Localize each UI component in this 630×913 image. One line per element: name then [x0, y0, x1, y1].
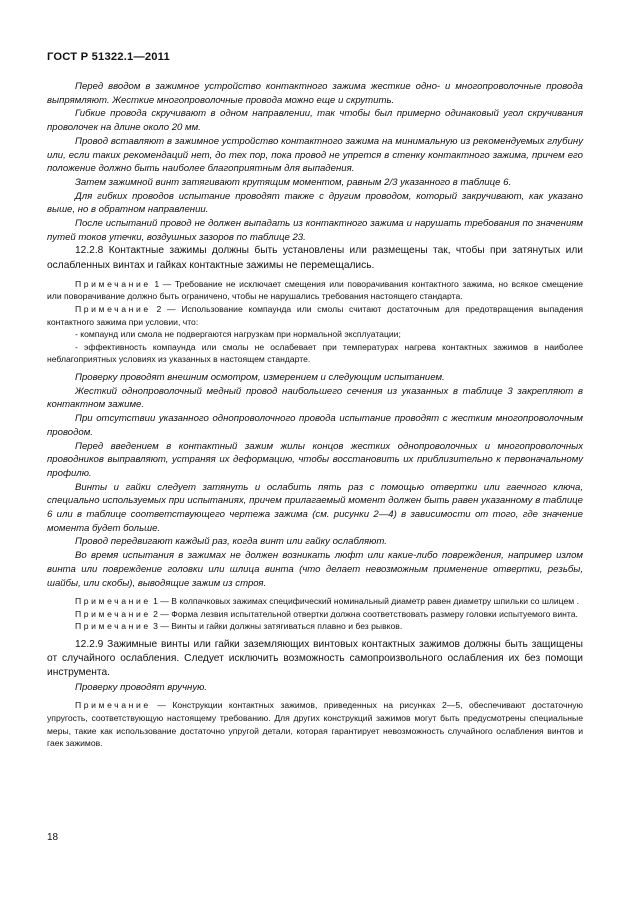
- note-text: 2 — Использование компаунда или смолы считают достаточным для предотвращения выпадения контактного зажима при условии, что:: [47, 304, 583, 327]
- note-text: 1 — Требование не исключает смещения или поворачивания контактного зажима, но всякое смещение или поворачивание должно быть ограничено, чтобы не нарушались требования настоящего стандарта.: [47, 278, 583, 302]
- italic-paragraph: После испытаний провод не должен выпадать из контактного зажима и нарушать требования по значениям путей токов утечки, воздушных зазоров по таблице 23.: [47, 218, 583, 243]
- italic-paragraph: Проверку проводят внешним осмотром, измерением и следующим испытанием.: [75, 372, 445, 383]
- note-label: Примечание: [75, 621, 151, 632]
- note-text: 3 — Винты и гайки должны затягиваться плавно и без рывков.: [150, 621, 403, 632]
- note-list-item: - эффективность компаунда или смолы не ослабевает при температурах нагрева контактных зажимов в наиболее неблагоприятных условиях из указанных в настоящем стандарте.: [47, 341, 583, 365]
- italic-paragraph: Проверку проводят вручную.: [75, 681, 207, 693]
- document-header: ГОСТ Р 51322.1—2011: [47, 51, 170, 63]
- italic-paragraph: Гибкие провода скручивают в одном направлении, так чтобы был примерно одинаковый угол скручивания проволочек на длине около 20 мм.: [47, 108, 583, 134]
- note-paragraph: [47, 278, 583, 303]
- note-label: Примечание: [75, 304, 151, 315]
- note-paragraph: [47, 303, 583, 328]
- italic-paragraph: Провод передвигают каждый раз, когда винт или гайку ослабляют.: [75, 536, 387, 548]
- clause-paragraph: 12.2.8 Контактные зажимы должны быть установлены или размещены так, чтобы при затянутых или ослабленных винтах и гайках контактные зажимы не перемещались.: [47, 245, 583, 271]
- clause-paragraph: 12.2.9 Зажимные винты или гайки заземляющих винтовых контактных зажимов должны быть защищены от случайного ослабления. Следует исключить возможность самопроизвольного ослабления их без помощи инструмента.: [47, 639, 583, 679]
- note-label: Примечание: [75, 700, 151, 711]
- italic-paragraph: Перед введением в контактный зажим жилы концов жестких однопроволочных и многопроволочных проводников выправляют, устраняя их деформацию, чтобы восстановить их приблизительно к первоначальному профилю.: [47, 440, 583, 479]
- note-paragraph: [47, 620, 583, 633]
- note-text: — Конструкции контактных зажимов, приведенных на рисунках 2—5, обеспечивают достаточную упругость, соответствующую настоящему требованию. Для других конструкций зажимов могут быть предусмотрены специальные меры, такие как использование достаточно упругой детали, которая гарантирует невозможность случайного ослабления винтов и гаек зажимов.: [47, 700, 583, 749]
- italic-paragraph: Затем зажимной винт затягивают крутящим моментом, равным 2/3 указанного в таблице 6.: [75, 176, 512, 188]
- document-body: [47, 80, 583, 750]
- italic-paragraph: Перед вводом в зажимное устройство контактного зажима жесткие одно- и многопроволочные провода выпрямляют. Жесткие многопроволочные провода можно еще и скрутить.: [47, 81, 583, 106]
- italic-paragraph: Для гибких проводов испытание проводят также с другим проводом, который закручивают, как указано выше, но в обратном направлении.: [47, 190, 583, 216]
- page-number: 18: [47, 832, 59, 843]
- italic-paragraph: Винты и гайки следует затянуть и ослабить пять раз с помощью отвертки или гаечного ключа, специально используемых при испытаниях, причем прилагаемый момент должен быть равен указанному в таблице 6 или в таблице соответствующего чертежа зажима (см. рисунки 2—4) в зависимости от того, где значение момента будет больше.: [47, 481, 583, 534]
- note-list-item: - компаунд или смола не подвергаются нагрузкам при нормальной эксплуатации;: [75, 329, 401, 340]
- note-paragraph: [47, 608, 583, 621]
- note-paragraph: [47, 595, 583, 608]
- italic-paragraph: Жесткий однопроволочный медный провод наибольшего сечения из указанных в таблице 3 закрепляют в контактном зажиме.: [47, 385, 583, 411]
- note-text: 1 — В колпачковых зажимах специфический номинальный диаметр равен диаметру шпильки со шлицем .: [150, 596, 579, 607]
- note-label: Примечание: [75, 278, 151, 289]
- italic-paragraph: При отсутствии указанного однопроволочного провода испытание проводят с жестким многопроволочным проводом.: [47, 413, 583, 438]
- note-paragraph: [47, 699, 583, 749]
- note-label: Примечание: [75, 596, 151, 607]
- italic-paragraph: Во время испытания в зажимах не должен возникать люфт или какие-либо повреждения, например излом винта или повреждение головки или шлица винта (что делает невозможным применение отвертки, резьбы, шайбы, или скобы), выводящие зажим из строя.: [47, 550, 583, 589]
- note-label: Примечание: [75, 608, 151, 619]
- italic-paragraph: Провод вставляют в зажимное устройство контактного зажима на минимальную из рекомендуемых глубину или, если таких рекомендаций нет, до тех пор, пока провод не упрется в стенку контактного зажима, причем его положение должно быть наиболее благоприятным для выпадения.: [47, 135, 583, 175]
- note-text: 2 — Форма лезвия испытательной отвертки должна соответствовать размеру головки испытуемого винта.: [150, 608, 578, 619]
